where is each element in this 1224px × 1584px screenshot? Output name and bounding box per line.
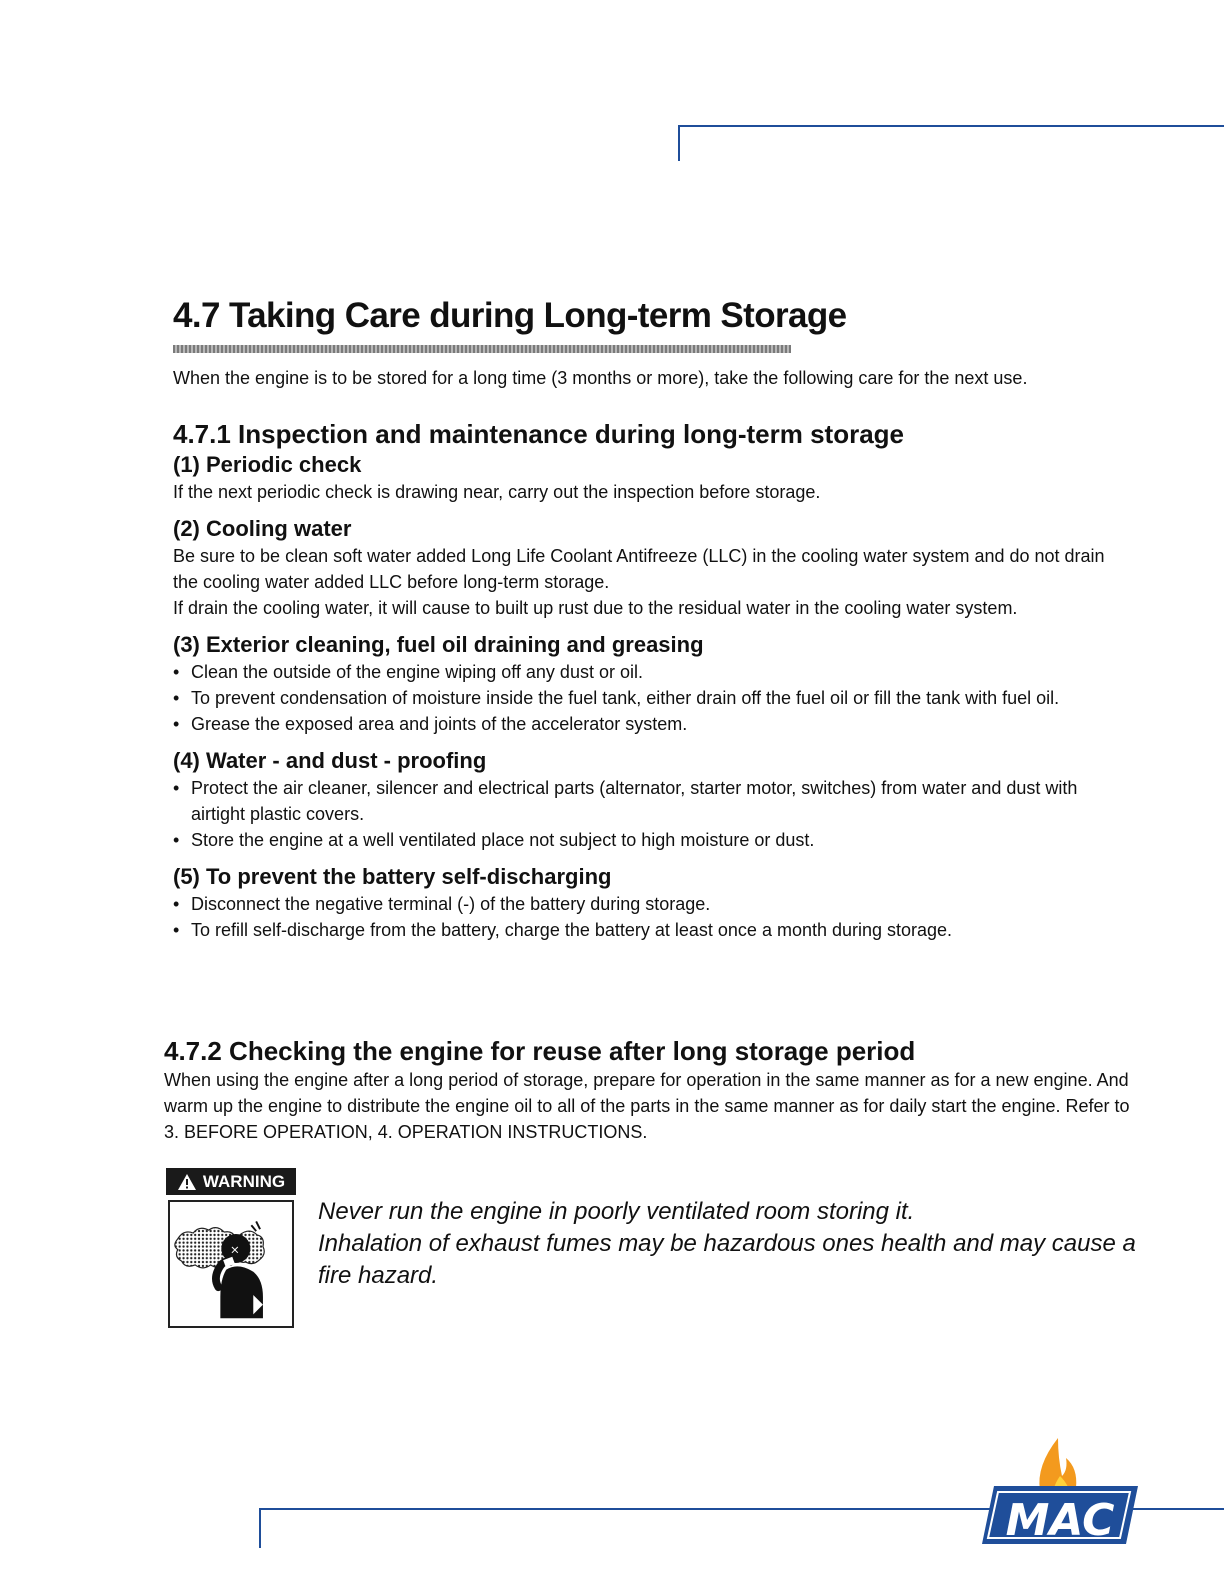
header-frame-line [678, 125, 1224, 161]
mac-logo-icon [980, 1436, 1140, 1546]
section-reuse-check [164, 1035, 1132, 1145]
list-item: • Protect the air cleaner, silencer and electrical parts (alternator, starter motor, switches) from water and dust with airtight plastic covers. [173, 775, 1133, 827]
list-item: • To prevent condensation of moisture inside the fuel tank, either drain off the fuel oil or fill the tank with fuel oil. [173, 685, 1133, 711]
warning-line: Never run the engine in poorly ventilated room storing it. [318, 1198, 915, 1225]
section-heading: 4.7.2 Checking the engine for reuse after long storage period [164, 1036, 916, 1066]
warning-label: WARNING [202, 1171, 286, 1191]
subsection-heading: (5) To prevent the battery self-discharging [173, 864, 612, 889]
list-item: • To refill self-discharge from the battery, charge the battery at least once a month during storage. [173, 917, 1133, 943]
subsection-exterior-cleaning [173, 631, 1133, 737]
section-heading: 4.7.1 Inspection and maintenance during long-term storage [173, 419, 905, 449]
paragraph: If the next periodic check is drawing near, carry out the inspection before storage. [173, 482, 821, 502]
subsection-heading: (3) Exterior cleaning, fuel oil draining and greasing [173, 632, 704, 657]
subsection-heading: (2) Cooling water [173, 516, 352, 541]
list-item: • Grease the exposed area and joints of the accelerator system. [173, 711, 1133, 737]
exhaust-hazard-pictogram [168, 1200, 294, 1328]
warning-text [318, 1196, 1138, 1292]
list-item: • Disconnect the negative terminal (-) of the battery during storage. [173, 891, 1133, 917]
svg-text:×: × [230, 1242, 240, 1257]
list-item: • Store the engine at a well ventilated place not subject to high moisture or dust. [173, 827, 1133, 853]
paragraph: If drain the cooling water, it will cause to built up rust due to the residual water in the cooling water system. [173, 598, 1018, 618]
section-inspection [173, 418, 1133, 943]
warning-badge [166, 1168, 296, 1195]
subsection-battery [173, 863, 1133, 943]
title-underline [173, 345, 791, 353]
paragraph: When using the engine after a long period of storage, prepare for operation in the same manner as for a new engine. And warm up the engine to distribute the engine oil to all of the parts in the same manner as for daily start the engine. Refer to 3. BEFORE OPERATION, 4. OPERATION INSTRUCTIONS. [164, 1070, 1130, 1142]
subsection-heading: (1) Periodic check [173, 452, 362, 477]
warning-triangle-icon [177, 1173, 197, 1191]
intro-text: When the engine is to be stored for a long time (3 months or more), take the following care for the next use. [173, 368, 1028, 388]
warning-line: Inhalation of exhaust fumes may be hazardous ones health and may cause a fire hazard. [318, 1230, 1136, 1289]
page-title: 4.7 Taking Care during Long-term Storage [173, 296, 847, 335]
logo-text: MAC [1005, 1495, 1115, 1546]
subsection-water-dust-proofing [173, 747, 1133, 853]
paragraph: Be sure to be clean soft water added Long Life Coolant Antifreeze (LLC) in the cooling water system and do not drain the cooling water added LLC before long-term storage. [173, 546, 1105, 592]
subsection-periodic-check [173, 451, 1133, 505]
exhaust-fumes-icon [170, 1202, 292, 1326]
subsection-heading: (4) Water - and dust - proofing [173, 748, 487, 773]
mac-logo [980, 1436, 1140, 1546]
list-item: • Clean the outside of the engine wiping off any dust or oil. [173, 659, 1133, 685]
subsection-cooling-water [173, 515, 1133, 621]
